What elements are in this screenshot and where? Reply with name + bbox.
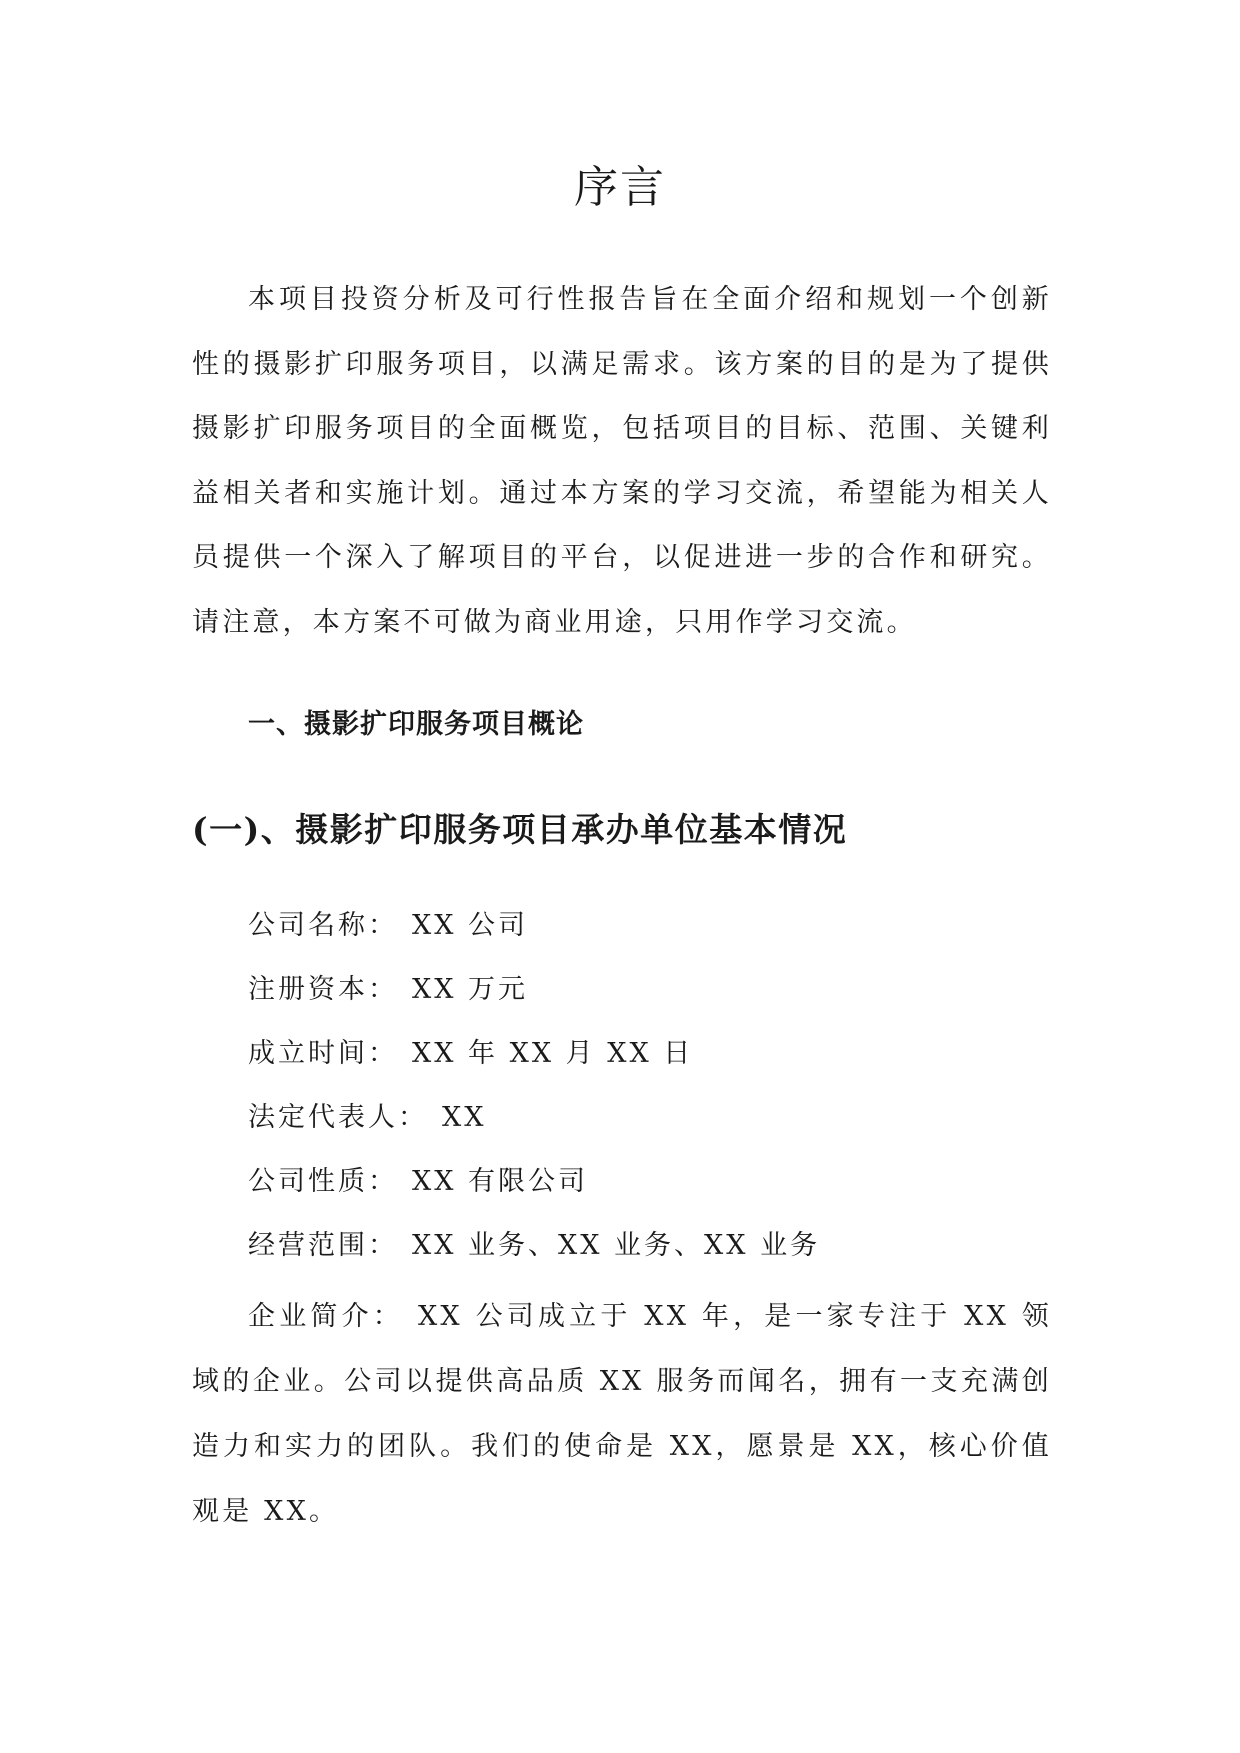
founding-date-value: XX 年 XX 月 XX 日 — [412, 1038, 694, 1069]
section-heading: 一、摄影扩印服务项目概论 — [248, 709, 584, 740]
registered-capital-value: XX 万元 — [412, 974, 529, 1005]
company-type-row — [248, 1162, 588, 1202]
legal-representative-row — [248, 1098, 486, 1138]
registered-capital-row — [248, 970, 528, 1010]
preface-paragraph: 本项目投资分析及可行性报告旨在全面介绍和规划一个创新性的摄影扩印服务项目，以满足需求。该方案的目的是为了提供摄影扩印服务项目的全面概览，包括项目的目标、范围、关键利益相关者和实施计划。通过本方案的学习交流，希望能为相关人员提供一个深入了解项目的平台，以促进进一步的合作和研究。请注意，本方案不可做为商业用途，只用作学习交流。 — [192, 284, 1052, 638]
business-scope-value: XX 业务、XX 业务、XX 业务 — [412, 1230, 821, 1261]
registered-capital-label: 注册资本： — [248, 974, 398, 1005]
company-name-row — [248, 906, 528, 946]
company-type-label: 公司性质： — [248, 1166, 398, 1197]
business-scope-label: 经营范围： — [248, 1230, 398, 1261]
company-intro-text: XX 公司成立于 XX 年，是一家专注于 XX 领域的企业。公司以提供高品质 XX 服务而闻名，拥有一支充满创造力和实力的团队。我们的使命是 XX，愿景是 XX，核心价值观是 XX。 — [192, 1301, 1052, 1527]
company-type-value: XX 有限公司 — [412, 1166, 589, 1197]
document-title: 序言 — [574, 162, 666, 213]
legal-representative-value: XX — [442, 1102, 487, 1133]
subsection-heading: (一)、摄影扩印服务项目承办单位基本情况 — [192, 810, 848, 849]
business-scope-row — [248, 1226, 820, 1266]
founding-date-row — [248, 1034, 693, 1074]
company-intro-label: 企业简介： — [248, 1301, 404, 1332]
founding-date-label: 成立时间： — [248, 1038, 398, 1069]
company-intro-paragraph — [192, 1284, 1052, 1544]
legal-representative-label: 法定代表人： — [248, 1102, 428, 1133]
company-name-value: XX 公司 — [412, 910, 529, 941]
company-name-label: 公司名称： — [248, 910, 398, 941]
